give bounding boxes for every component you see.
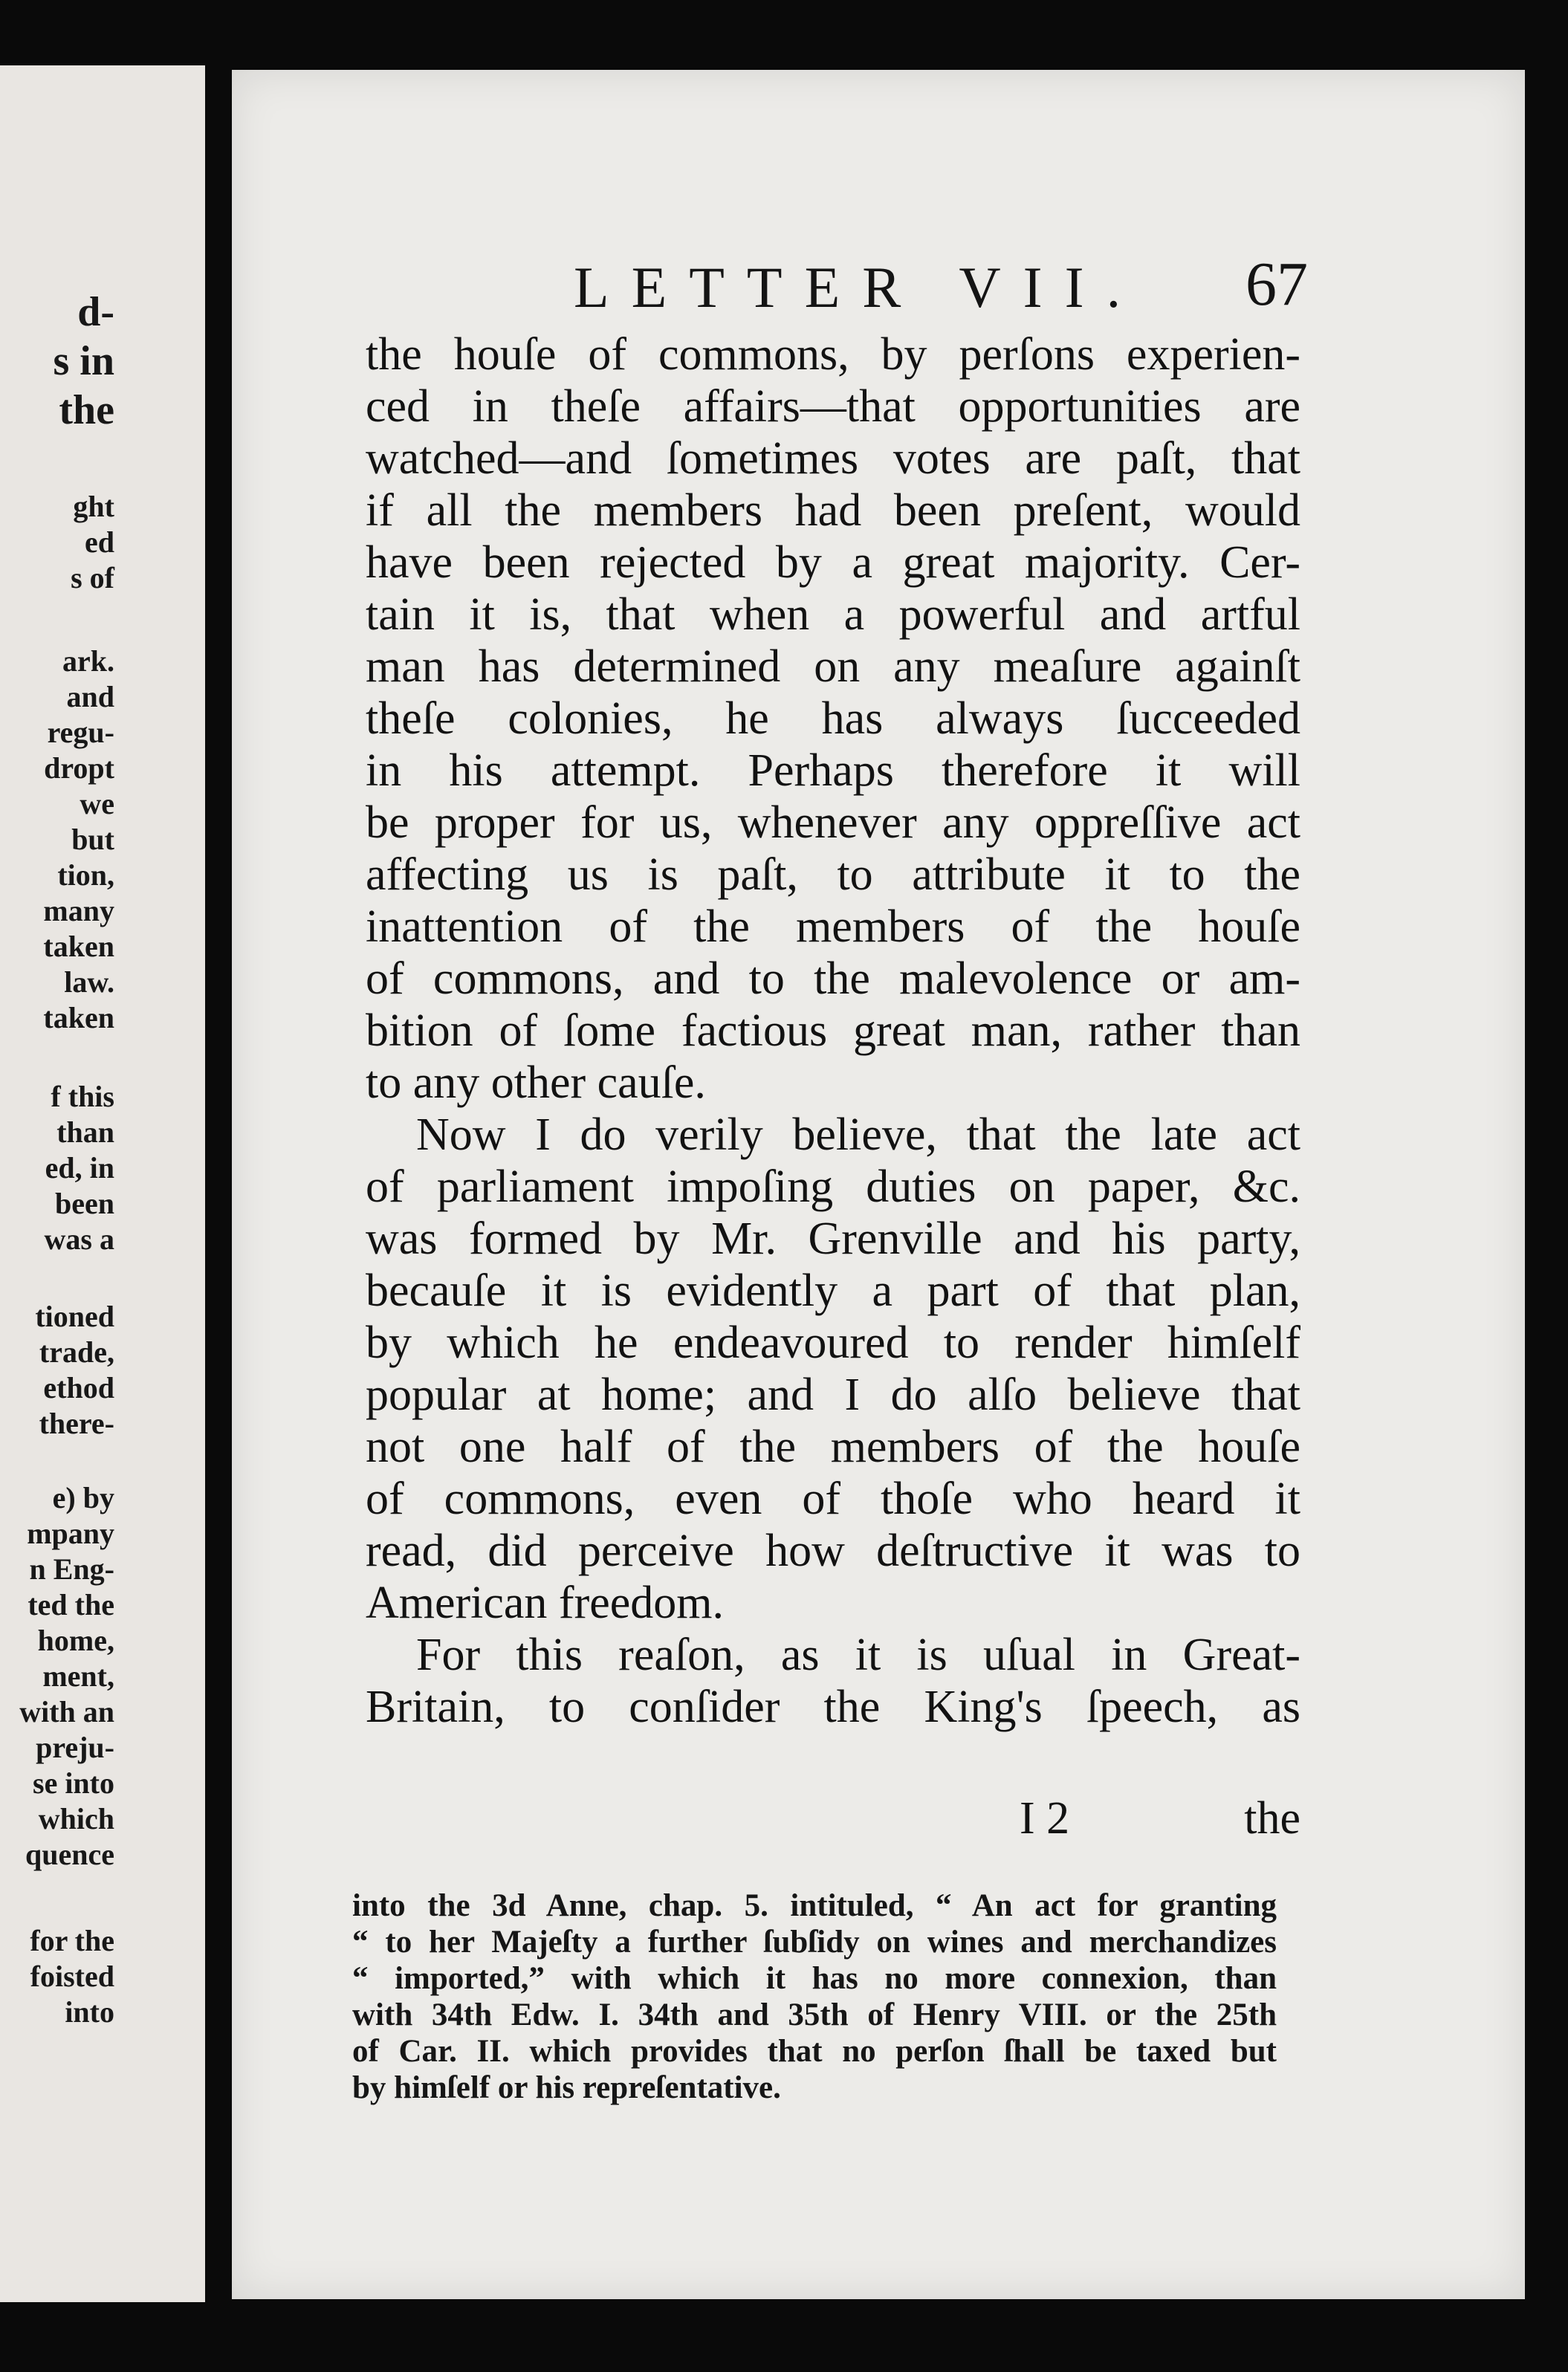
text-line: man has determined on any meaſure againſt: [366, 641, 1300, 692]
footnote-line: “ to her Majeſty a further ſubſidy on wines and merchandizes: [352, 1925, 1277, 1960]
left-fragment: mpany: [27, 1517, 114, 1550]
text-line: the houſe of commons, by perſons experien-: [366, 329, 1300, 380]
left-fragment: s in: [53, 338, 114, 384]
left-page-text-fragments: [0, 65, 205, 2302]
left-fragment: foisted: [30, 1960, 114, 1993]
text-line: have been rejected by a great majority. Cer-: [366, 537, 1300, 588]
text-line: Now I do verily believe, that the late act: [416, 1109, 1300, 1160]
page-number: 67: [1245, 250, 1308, 319]
left-fragment: preju-: [36, 1731, 114, 1764]
running-head: [232, 250, 1525, 321]
left-fragment: tion,: [57, 858, 114, 892]
text-line: read, did perceive how deſtructive it was to: [366, 1526, 1300, 1576]
paragraph: [366, 1629, 1300, 1733]
left-fragment: dropt: [44, 751, 114, 785]
text-line: becauſe it is evidently a part of that plan,: [366, 1266, 1300, 1316]
left-fragment: and: [66, 680, 114, 713]
left-fragment: ark.: [62, 644, 114, 678]
signature-line: [366, 1792, 1300, 1844]
left-fragment: taken: [43, 1001, 114, 1034]
left-page-fragment: [0, 65, 205, 2302]
left-fragment: ght: [73, 490, 114, 523]
left-fragment: ed, in: [45, 1151, 114, 1185]
text-line: bition of ſome factious great man, rather than: [366, 1005, 1300, 1056]
footnote-line: with 34th Edw. I. 34th and 35th of Henry VIII. or the 25th: [352, 1997, 1277, 2032]
text-line: For this reaſon, as it is uſual in Great-: [416, 1630, 1300, 1680]
footnote-line: by himſelf or his repreſentative.: [352, 2070, 781, 2105]
left-fragment: we: [80, 787, 114, 820]
left-fragment: ethod: [43, 1371, 114, 1404]
left-fragment: but: [71, 823, 114, 856]
left-fragment: trade,: [39, 1335, 114, 1369]
left-fragment: ment,: [42, 1659, 114, 1693]
left-fragment: se into: [33, 1766, 114, 1800]
text-line: of parliament impoſing duties on paper, &c.: [366, 1161, 1300, 1212]
left-fragment: which: [38, 1802, 114, 1835]
text-line: if all the members had been preſent, would: [366, 485, 1300, 536]
paragraph: [366, 1109, 1300, 1629]
footnote-line: “ imported,” with which it has no more connexion, than: [352, 1961, 1277, 1996]
left-fragment: ed: [85, 525, 114, 559]
left-fragment: regu-: [47, 716, 114, 749]
left-fragment: with an: [19, 1695, 114, 1728]
book-page: [232, 70, 1525, 2299]
left-fragment: n Eng-: [29, 1552, 114, 1586]
text-line: ced in theſe affairs—that opportunities are: [366, 381, 1300, 432]
left-fragment: s of: [71, 561, 114, 594]
signature-mark: I 2: [1020, 1793, 1070, 1844]
left-fragment: home,: [37, 1624, 114, 1657]
text-line: of commons, even of thoſe who heard it: [366, 1474, 1300, 1524]
left-fragment: law.: [64, 965, 114, 999]
text-line: of commons, and to the malevolence or am-: [366, 953, 1300, 1004]
footnote-line: into the 3d Anne, chap. 5. intituled, “ An act for granting: [352, 1888, 1277, 1923]
left-fragment: than: [56, 1115, 114, 1149]
text-line: theſe colonies, he has always ſucceeded: [366, 693, 1300, 744]
text-line: to any other cauſe.: [366, 1057, 706, 1108]
text-line: be proper for us, whenever any oppreſſive act: [366, 797, 1300, 848]
text-line: by which he endeavoured to render himſelf: [366, 1318, 1300, 1368]
left-fragment: for the: [30, 1924, 114, 1957]
text-line: in his attempt. Perhaps therefore it will: [366, 745, 1300, 796]
text-line: affecting us is paſt, to attribute it to the: [366, 849, 1300, 900]
left-fragment: the: [59, 387, 114, 433]
left-fragment: many: [43, 894, 114, 927]
text-line: tain it is, that when a powerful and artful: [366, 589, 1300, 640]
left-fragment: f this: [51, 1080, 114, 1113]
running-head-title: LETTER VII.: [574, 255, 1144, 320]
text-line: inattention of the members of the houſe: [366, 901, 1300, 952]
text-line: American freedom.: [366, 1578, 724, 1628]
catchword: the: [1244, 1793, 1300, 1844]
footnote-line: of Car. II. which provides that no perſon ſhall be taxed but: [352, 2034, 1277, 2069]
text-line: not one half of the members of the houſe: [366, 1422, 1300, 1472]
paragraph: [366, 328, 1300, 1109]
left-fragment: was a: [44, 1222, 114, 1256]
left-fragment: into: [65, 1995, 114, 2029]
text-line: watched—and ſometimes votes are paſt, that: [366, 433, 1300, 484]
left-fragment: been: [55, 1187, 114, 1220]
text-line: popular at home; and I do alſo believe that: [366, 1370, 1300, 1420]
left-fragment: tioned: [35, 1300, 114, 1333]
text-line: Britain, to conſider the King's ſpeech, as: [366, 1682, 1300, 1732]
footnote: [352, 1887, 1277, 2106]
text-line: was formed by Mr. Grenville and his party,: [366, 1213, 1300, 1264]
body-text: [366, 328, 1300, 1733]
left-fragment: taken: [43, 930, 114, 963]
left-fragment: quence: [25, 1838, 114, 1871]
left-fragment: there-: [39, 1407, 114, 1440]
left-fragment: d-: [77, 289, 114, 335]
left-fragment: e) by: [52, 1481, 114, 1514]
left-fragment: ted the: [27, 1588, 114, 1621]
